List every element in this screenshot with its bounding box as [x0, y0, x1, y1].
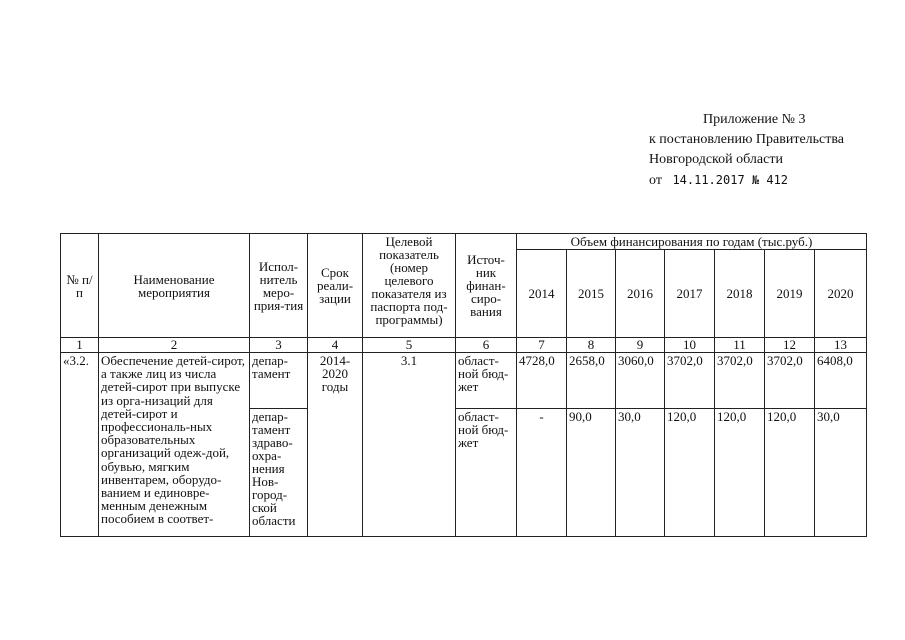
row-target: 3.1 — [363, 353, 456, 537]
column-number: 8 — [567, 338, 616, 353]
row-value: 3702,0 — [665, 353, 715, 409]
column-number: 7 — [517, 338, 567, 353]
column-number: 3 — [250, 338, 308, 353]
funding-table — [60, 233, 867, 537]
column-number: 6 — [456, 338, 517, 353]
row-number: «3.2. — [61, 353, 99, 537]
row-value: 90,0 — [567, 409, 616, 537]
row-value: 6408,0 — [815, 353, 867, 409]
header-name: Наименование мероприятия — [99, 234, 250, 338]
row-name: Обеспечение детей-сирот, а также лиц из числа детей-сирот при выпуске из орга-низаций для детей-сирот и профессиональ-ных образовательных организаций одеж-дой, обувью, мягким инвентарем, оборудо-ванием и единовре-менным денежным пособием в соответ- — [99, 353, 250, 537]
appendix-date — [649, 170, 844, 191]
row-value: 4728,0 — [517, 353, 567, 409]
appendix-title: Приложение № 3 — [703, 112, 806, 127]
row-value: 120,0 — [765, 409, 815, 537]
date-number: 14.11.2017 № 412 — [672, 173, 789, 187]
column-number: 5 — [363, 338, 456, 353]
year-header: 2020 — [815, 250, 867, 338]
row-executor: депар-тамент здраво-охра-нения Нов-город-ской области — [250, 409, 308, 537]
header-executor: Испол-нитель меро-прия-тия — [250, 234, 308, 338]
year-header: 2017 — [665, 250, 715, 338]
row-value: - — [517, 409, 567, 537]
date-prefix: от — [649, 173, 662, 188]
column-number: 12 — [765, 338, 815, 353]
header-no: № п/п — [61, 234, 99, 338]
column-number: 9 — [616, 338, 665, 353]
row-executor: депар-тамент — [250, 353, 308, 409]
header-funding: Объем финансирования по годам (тыс.руб.) — [517, 234, 867, 250]
row-value: 3060,0 — [616, 353, 665, 409]
column-number: 11 — [715, 338, 765, 353]
header-source: Источ-ник финан-сиро-вания — [456, 234, 517, 338]
column-number: 10 — [665, 338, 715, 353]
column-number: 1 — [61, 338, 99, 353]
appendix-region: Новгородской области — [649, 152, 783, 167]
header-target: Целевой показатель (номер целевого показателя из паспорта под-программы) — [363, 234, 456, 338]
row-value: 3702,0 — [715, 353, 765, 409]
header-term: Срок реали-зации — [308, 234, 363, 338]
row-value: 30,0 — [815, 409, 867, 537]
row-term: 2014-2020 годы — [308, 353, 363, 537]
year-header: 2019 — [765, 250, 815, 338]
row-source: област-ной бюд-жет — [456, 409, 517, 537]
row-value: 30,0 — [616, 409, 665, 537]
row-value: 3702,0 — [765, 353, 815, 409]
table-row — [61, 353, 867, 409]
year-header: 2016 — [616, 250, 665, 338]
row-source: област-ной бюд-жет — [456, 353, 517, 409]
column-number: 2 — [99, 338, 250, 353]
year-header: 2018 — [715, 250, 765, 338]
document-header — [649, 110, 844, 191]
row-value: 120,0 — [715, 409, 765, 537]
year-header: 2015 — [567, 250, 616, 338]
row-value: 2658,0 — [567, 353, 616, 409]
column-number: 4 — [308, 338, 363, 353]
column-number: 13 — [815, 338, 867, 353]
row-value: 120,0 — [665, 409, 715, 537]
year-header: 2014 — [517, 250, 567, 338]
appendix-subtitle: к постановлению Правительства — [649, 132, 845, 147]
